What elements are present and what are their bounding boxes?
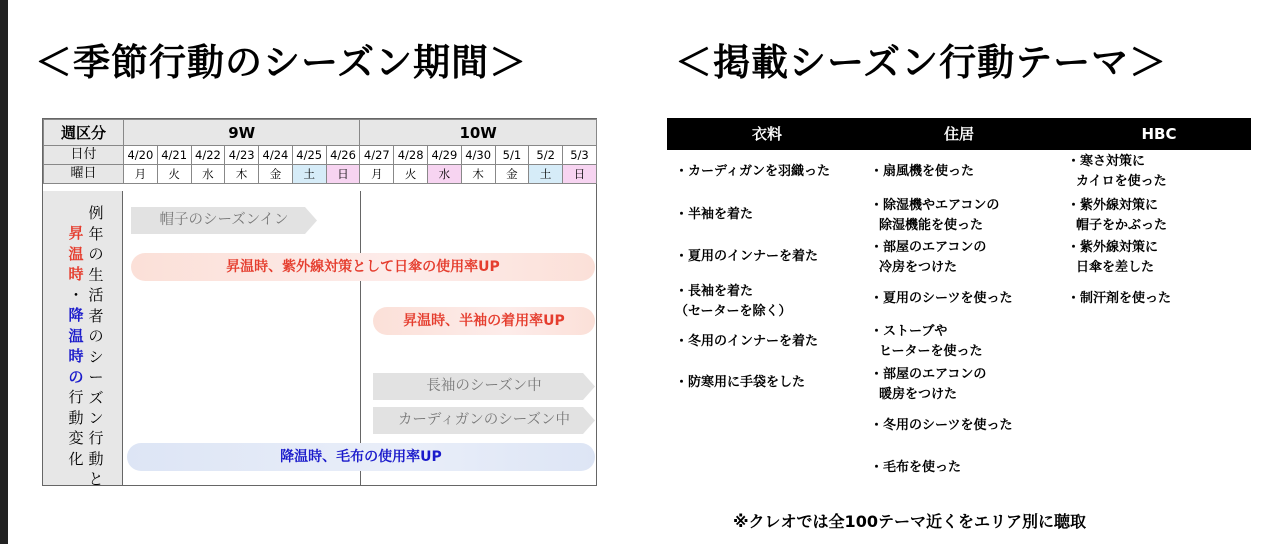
side-label-char: 行 <box>68 388 84 406</box>
weekday-cell: 日 <box>326 165 360 184</box>
side-label-char: 温 <box>68 244 84 263</box>
side-label-char: 年 <box>88 224 104 243</box>
side-label-char: ン <box>88 409 104 427</box>
weekday-cell: 金 <box>259 165 293 184</box>
weekday-cell: 土 <box>529 165 563 184</box>
date-cell: 4/24 <box>259 146 293 165</box>
side-label-char: 者 <box>88 306 104 325</box>
theme-item: ・冬用のインナーを着た <box>675 334 819 349</box>
theme-item: ・紫外線対策に 帽子をかぶった <box>1067 198 1168 233</box>
theme-item: ・防寒用に手袋をした <box>675 375 806 390</box>
side-label-column <box>43 191 123 488</box>
weekday-cell: 木 <box>461 165 495 184</box>
weekday-cell: 日 <box>563 165 597 184</box>
date-cell: 4/27 <box>360 146 394 165</box>
umbrella-bar: 昇温時、紫外線対策として日傘の使用率UP <box>131 253 595 281</box>
theme-item: ・ストーブや ヒーターを使った <box>870 324 983 359</box>
theme-item: ・扇風機を使った <box>870 164 975 179</box>
footnote: ※クレオでは全100テーマ近くをエリア別に聴取 <box>733 512 1086 531</box>
weekday-cell: 火 <box>394 165 428 184</box>
theme-item: ・除湿機やエアコンの 除湿機能を使った <box>870 198 1000 233</box>
season-period-heading: ＜季節行動のシーズン期間＞ <box>35 41 528 84</box>
side-label-col-1 <box>87 203 105 429</box>
week-label: 週区分 <box>44 120 124 146</box>
date-label: 日付 <box>44 146 124 165</box>
side-label-char: 例 <box>88 204 104 222</box>
theme-item: ・長袖を着た （セーターを除く） <box>675 284 792 319</box>
side-label-char: ズ <box>88 388 104 407</box>
side-label-char: 動 <box>88 449 104 468</box>
theme-item: ・部屋のエアコンの 暖房をつけた <box>870 367 987 402</box>
hat-season-bar: 帽子のシーズンイン <box>131 207 317 234</box>
week-10w: 10W <box>360 120 596 146</box>
side-label-char: の <box>88 327 104 345</box>
theme-item: ・制汗剤を使った <box>1067 291 1172 306</box>
blanket-bar: 降温時、毛布の使用率UP <box>127 443 595 471</box>
side-label-char: の <box>68 367 84 386</box>
date-cell: 5/3 <box>563 146 597 165</box>
date-cell: 4/20 <box>124 146 158 165</box>
side-label-char: シ <box>88 347 104 366</box>
side-label-char: 降 <box>68 306 84 324</box>
weekday-cell: 火 <box>157 165 191 184</box>
weekday-label: 曜日 <box>44 165 124 184</box>
side-label-char: 生 <box>88 265 104 284</box>
weekday-cell: 月 <box>124 165 158 184</box>
date-cell: 4/23 <box>225 146 259 165</box>
theme-heading: ＜掲載シーズン行動テーマ＞ <box>675 41 1168 84</box>
side-label-char: 変 <box>68 429 84 447</box>
side-label-char: 行 <box>88 429 104 447</box>
date-cell: 4/22 <box>191 146 225 165</box>
side-label-char: と <box>88 470 104 488</box>
theme-item: ・カーディガンを羽織った <box>675 164 830 179</box>
weekday-cell: 木 <box>225 165 259 184</box>
cardigan-bar: カーディガンのシーズン中 <box>373 407 595 434</box>
season-calendar <box>42 118 597 486</box>
theme-item: ・半袖を着た <box>675 207 754 222</box>
weekday-cell: 土 <box>292 165 326 184</box>
date-cell: 4/30 <box>461 146 495 165</box>
calendar-body <box>43 191 596 486</box>
theme-header <box>667 118 1251 150</box>
week-divider <box>360 191 361 485</box>
date-cell: 4/28 <box>394 146 428 165</box>
date-cell: 5/1 <box>495 146 529 165</box>
col-housing: 住居 <box>943 125 974 143</box>
side-label-col-3 <box>87 428 105 490</box>
theme-item: ・冬用のシーツを使った <box>870 418 1013 433</box>
theme-item: ・夏用のシーツを使った <box>870 291 1013 306</box>
side-label-char: 温 <box>68 326 84 345</box>
theme-item: ・夏用のインナーを着た <box>675 249 819 264</box>
side-label-char: ・ <box>68 285 84 304</box>
weekday-cell: 水 <box>191 165 225 184</box>
short-sleeve-bar: 昇温時、半袖の着用率UP <box>373 307 595 335</box>
side-label-char: 活 <box>88 286 104 304</box>
side-label-col-2 <box>67 223 85 469</box>
side-label-char: の <box>88 245 104 263</box>
side-label-char: 時 <box>68 347 84 365</box>
date-cell: 4/29 <box>427 146 461 165</box>
theme-item: ・毛布を使った <box>870 460 962 475</box>
left-edge-bar <box>0 0 8 544</box>
long-sleeve-bar: 長袖のシーズン中 <box>373 373 595 400</box>
side-label-char: ー <box>88 368 104 386</box>
side-label-char: 時 <box>68 265 84 283</box>
theme-item: ・寒さ対策に カイロを使った <box>1067 154 1167 189</box>
col-hbc: HBC <box>1141 125 1177 143</box>
col-clothing: 衣料 <box>751 125 782 143</box>
side-label-char: 化 <box>68 449 84 468</box>
side-label-char: 昇 <box>68 224 84 242</box>
calendar-grid <box>43 119 597 184</box>
date-cell: 5/2 <box>529 146 563 165</box>
date-cell: 4/25 <box>292 146 326 165</box>
theme-item: ・紫外線対策に 日傘を差した <box>1067 240 1159 275</box>
weekday-cell: 水 <box>427 165 461 184</box>
weekday-cell: 月 <box>360 165 394 184</box>
week-9w: 9W <box>124 120 360 146</box>
date-cell: 4/26 <box>326 146 360 165</box>
side-label-char: 動 <box>68 408 84 427</box>
weekday-cell: 金 <box>495 165 529 184</box>
date-cell: 4/21 <box>157 146 191 165</box>
theme-item: ・部屋のエアコンの 冷房をつけた <box>870 240 987 275</box>
